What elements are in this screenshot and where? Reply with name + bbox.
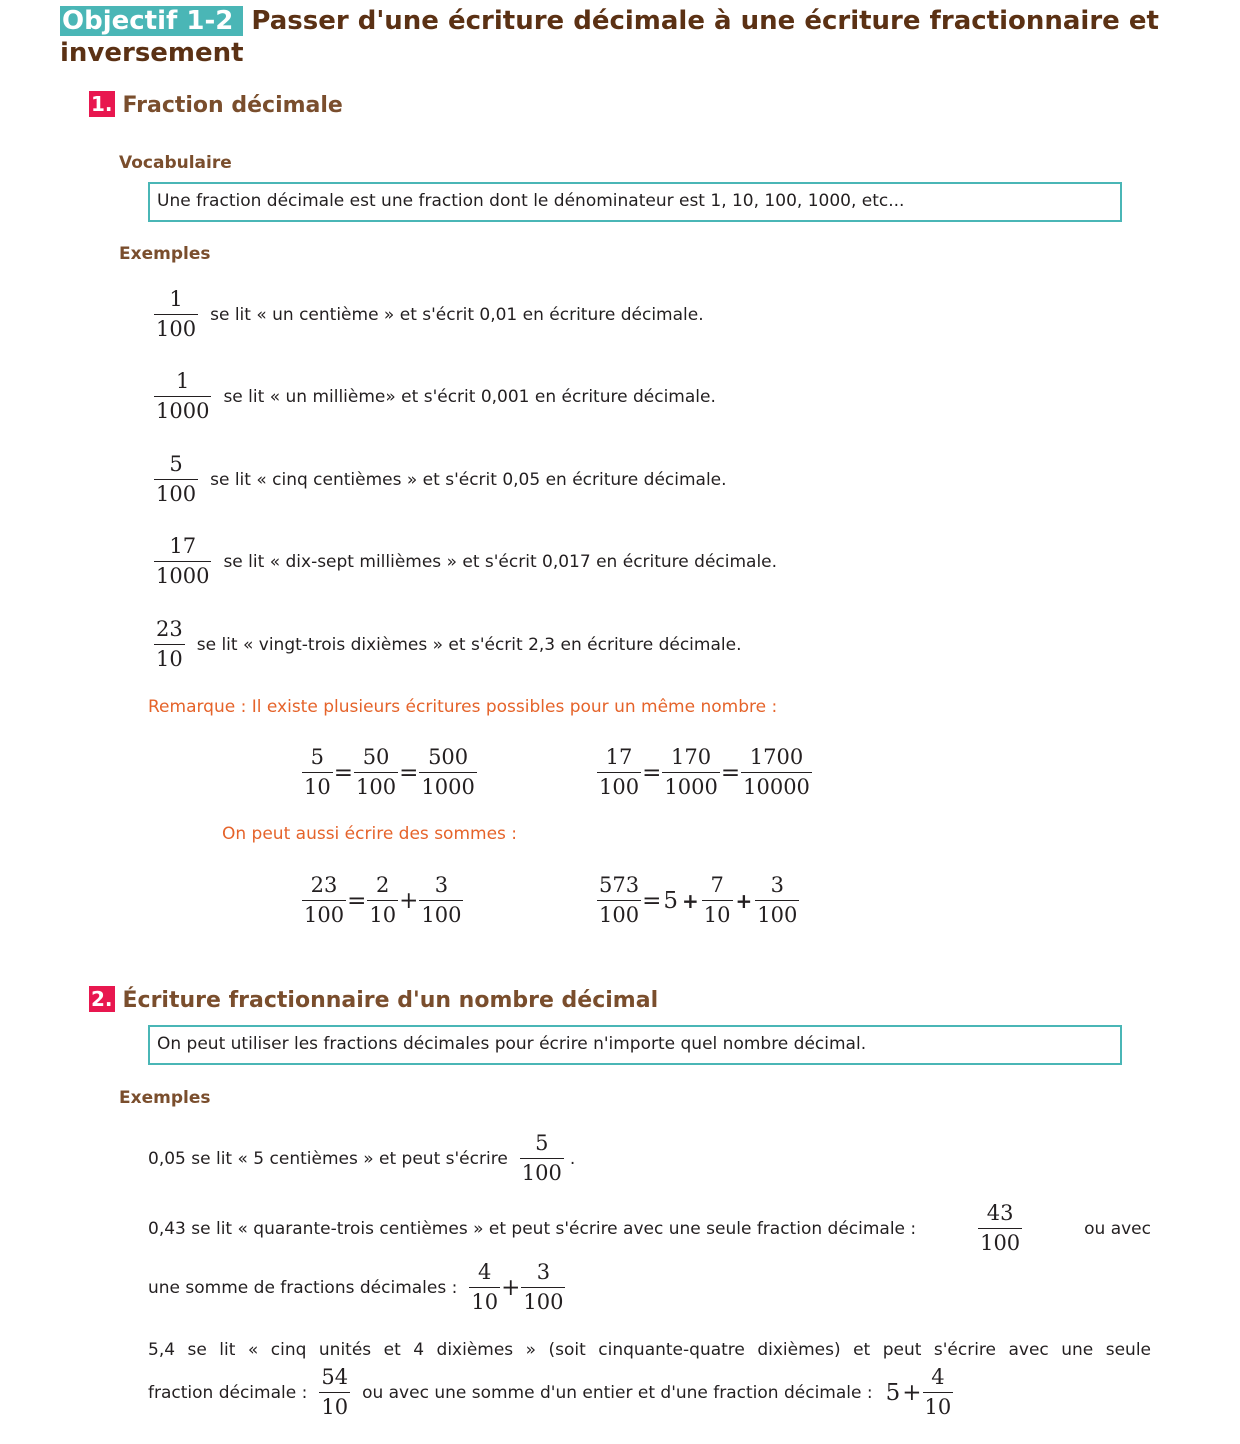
definition-box: On peut utiliser les fractions décimales pour écrire n'importe quel nombre décimal.: [148, 1025, 1122, 1065]
objective-title: Passer d'une écriture décimale à une écriture fractionnaire et inversement: [60, 6, 1159, 68]
plus-sign: +: [902, 1379, 922, 1406]
example-text: ou avec: [1084, 1218, 1151, 1239]
numerator: 23: [310, 873, 338, 897]
denominator: 10: [302, 772, 333, 802]
denominator: 1000: [419, 772, 476, 802]
fraction: [154, 367, 211, 426]
equivalence-1: [302, 743, 477, 802]
example-text: 0,05 se lit « 5 centièmes » et peut s'écrire: [148, 1148, 508, 1169]
fraction: [521, 1258, 565, 1317]
equals-sign: =: [333, 759, 354, 786]
section-1-number: 1.: [91, 92, 113, 116]
example-1: [148, 1129, 575, 1188]
fraction: [154, 532, 211, 591]
sum-1: [302, 871, 463, 930]
integer-part: 5: [885, 1379, 901, 1406]
numerator: 1: [176, 369, 190, 393]
denominator: 100: [755, 900, 799, 930]
fraction: [154, 285, 198, 344]
denominator: 10000: [741, 772, 812, 802]
example-text: se lit « un centième » et s'écrit 0,01 en écriture décimale.: [210, 304, 704, 325]
section-2-number: 2.: [91, 987, 113, 1011]
numerator: 3: [434, 873, 449, 897]
example-row: [154, 367, 716, 426]
section-1-title: Fraction décimale: [122, 93, 343, 118]
denominator: 100: [597, 772, 641, 802]
example-text: se lit « vingt-trois dixièmes » et s'écrit 2,3 en écriture décimale.: [196, 634, 742, 655]
numerator: 54: [321, 1365, 349, 1389]
numerator: 1700: [749, 745, 804, 769]
objective-badge: Objectif 1-2: [60, 6, 243, 36]
vocabulary-label: Vocabulaire: [119, 153, 232, 173]
fraction: [319, 1363, 350, 1422]
numerator: 170: [671, 745, 712, 769]
denominator: 10: [154, 644, 185, 674]
denominator: 1000: [154, 396, 211, 426]
numerator: 3: [536, 1260, 551, 1284]
example-3-line-2: [148, 1363, 953, 1422]
denominator: 10: [923, 1392, 954, 1422]
numerator: 3: [770, 873, 785, 897]
numerator: 4: [931, 1365, 945, 1389]
numerator: 500: [428, 745, 469, 769]
fraction: [419, 743, 476, 802]
page-title: [60, 5, 1190, 69]
denominator: 10: [702, 900, 733, 930]
plus-sign: +: [735, 888, 753, 913]
fraction: [662, 743, 719, 802]
equivalence-2: [597, 743, 812, 802]
example-text: se lit « dix-sept millièmes » et s'écrit 0,017 en écriture décimale.: [223, 551, 778, 572]
fraction: [755, 871, 799, 930]
fraction: [597, 871, 641, 930]
equals-sign: =: [399, 759, 419, 786]
example-row: [154, 450, 727, 509]
equals-sign: =: [642, 759, 662, 786]
numerator: 5: [169, 452, 183, 476]
numerator: 5: [535, 1131, 549, 1155]
fraction: [302, 871, 346, 930]
fraction: [419, 871, 463, 930]
example-text: ou avec une somme d'un entier et d'une fraction décimale :: [362, 1382, 873, 1403]
numerator: 1: [169, 287, 183, 311]
numerator: 50: [362, 745, 390, 769]
fraction: [367, 871, 398, 930]
plus-sign: +: [501, 1274, 521, 1301]
remark-text: Remarque : Il existe plusieurs écritures possibles pour un même nombre :: [148, 697, 778, 717]
denominator: 10: [367, 900, 398, 930]
denominator: 100: [521, 1287, 565, 1317]
equals-sign: =: [642, 887, 662, 914]
examples-label: Exemples: [119, 244, 211, 264]
numerator: 17: [169, 534, 197, 558]
example-text: 0,43 se lit « quarante-trois centièmes » et peut s'écrire avec une seule fraction décimale :: [148, 1218, 917, 1239]
numerator: 5: [310, 745, 325, 769]
numerator: 4: [478, 1260, 492, 1284]
example-2-line-2: [148, 1258, 565, 1317]
denominator: 10: [319, 1392, 350, 1422]
fraction: [597, 743, 641, 802]
numerator: 2: [376, 873, 390, 897]
integer-part: 5: [663, 887, 679, 914]
numerator: 7: [710, 873, 724, 897]
plus-sign: +: [399, 887, 419, 914]
sums-remark-text: On peut aussi écrire des sommes :: [222, 824, 518, 844]
sum-2: [597, 871, 799, 930]
denominator: 1000: [662, 772, 719, 802]
numerator: 23: [156, 617, 183, 641]
example-text: se lit « un millième» et s'écrit 0,001 en écriture décimale.: [223, 386, 716, 407]
denominator: 100: [154, 314, 198, 344]
denominator: 100: [354, 772, 398, 802]
plus-sign: +: [682, 888, 699, 913]
fraction: [154, 450, 198, 509]
denominator: 100: [520, 1158, 564, 1188]
examples-label: Exemples: [119, 1088, 211, 1108]
example-row: [154, 285, 704, 344]
example-row: [154, 532, 777, 591]
denominator: 100: [419, 900, 463, 930]
fraction: [741, 743, 812, 802]
period: .: [569, 1148, 576, 1169]
equals-sign: =: [720, 759, 741, 786]
equals-sign: =: [347, 887, 367, 914]
example-text: se lit « cinq centièmes » et s'écrit 0,05 en écriture décimale.: [210, 469, 727, 490]
denominator: 10: [469, 1287, 500, 1317]
section-1-heading: [89, 91, 343, 118]
numerator: 17: [605, 745, 633, 769]
fraction: [469, 1258, 500, 1317]
fraction: [354, 743, 398, 802]
fraction: [154, 615, 185, 674]
example-row: [154, 615, 741, 674]
numerator: 43: [986, 1201, 1014, 1225]
denominator: 100: [154, 479, 198, 509]
fraction: [520, 1129, 564, 1188]
example-2-line-1: [148, 1199, 1151, 1258]
fraction: [302, 743, 333, 802]
example-text: une somme de fractions décimales :: [148, 1277, 458, 1298]
fraction: [978, 1199, 1022, 1258]
section-2-heading: [89, 986, 658, 1013]
denominator: 100: [978, 1228, 1022, 1258]
example-text: fraction décimale :: [148, 1382, 308, 1403]
fraction: [702, 871, 733, 930]
numerator: 573: [599, 873, 640, 897]
section-2-title: Écriture fractionnaire d'un nombre décimal: [122, 988, 659, 1013]
vocabulary-box: Une fraction décimale est une fraction dont le dénominateur est 1, 10, 100, 1000, etc...: [148, 182, 1122, 222]
example-3-line-1: 5,4 se lit « cinq unités et 4 dixièmes » (soit cinquante-quatre dixièmes) et peut s'écrire avec une seule: [148, 1340, 1151, 1360]
denominator: 1000: [154, 561, 211, 591]
fraction: [923, 1363, 954, 1422]
denominator: 100: [597, 900, 641, 930]
denominator: 100: [302, 900, 346, 930]
